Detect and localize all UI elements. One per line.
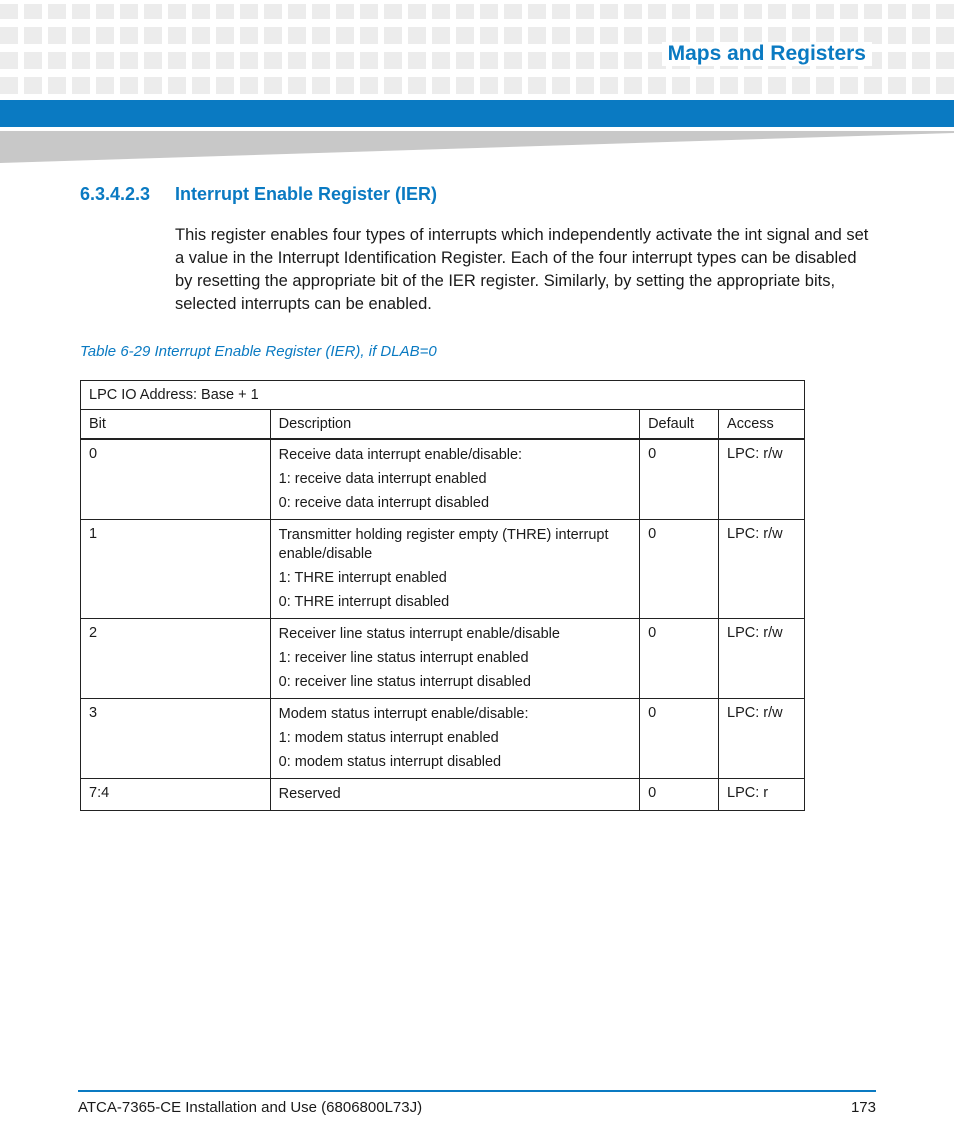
description-cell	[270, 619, 639, 699]
bit-cell: 1	[81, 520, 271, 619]
access-cell: LPC: r/w	[719, 520, 805, 619]
column-header-bit: Bit	[81, 410, 271, 440]
section-heading	[80, 184, 437, 205]
column-header-description: Description	[270, 410, 639, 440]
column-header-default: Default	[640, 410, 719, 440]
section-number: 6.3.4.2.3	[80, 184, 151, 204]
description-line: 0: modem status interrupt disabled	[278, 754, 502, 770]
body-paragraph: This register enables four types of interrupts which independently activate the int signal and set a value in the Interrupt Identification Register. Each of the four interrupt types can be disabled by resetting the appropriate bit of the IER register. Similarly, by setting the appropriate bits, selected interrupts can be enabled.	[175, 226, 869, 313]
access-cell: LPC: r/w	[719, 619, 805, 699]
table-row	[81, 779, 805, 811]
header-bar	[0, 100, 954, 127]
table-row	[81, 520, 805, 619]
bit-cell: 7:4	[81, 779, 271, 811]
description-line: 1: receive data interrupt enabled	[278, 471, 487, 487]
page-header-title: Maps and Registers	[662, 42, 872, 66]
access-cell: LPC: r	[719, 779, 805, 811]
table-row	[81, 619, 805, 699]
table-caption: Table 6-29 Interrupt Enable Register (IER), if DLAB=0	[80, 343, 437, 360]
description-line: Receive data interrupt enable/disable:	[278, 447, 523, 463]
bit-cell: 3	[81, 699, 271, 779]
description-line: Modem status interrupt enable/disable:	[278, 706, 529, 722]
address-cell: LPC IO Address: Base + 1	[81, 381, 805, 410]
default-cell: 0	[640, 699, 719, 779]
table-row	[81, 699, 805, 779]
default-cell: 0	[640, 520, 719, 619]
description-line: Transmitter holding register empty (THRE) interrupt enable/disable	[278, 527, 609, 562]
description-cell	[270, 520, 639, 619]
description-line: Receiver line status interrupt enable/disable	[278, 626, 560, 642]
description-cell	[270, 699, 639, 779]
default-cell: 0	[640, 619, 719, 699]
table-body	[81, 439, 805, 811]
description-line: 1: modem status interrupt enabled	[278, 730, 499, 746]
description-line: 0: receiver line status interrupt disabled	[278, 674, 531, 690]
bit-cell: 2	[81, 619, 271, 699]
description-line: 0: receive data interrupt disabled	[278, 495, 490, 511]
access-cell: LPC: r/w	[719, 439, 805, 520]
description-line: 0: THRE interrupt disabled	[278, 594, 450, 610]
description-line: 1: THRE interrupt enabled	[278, 570, 447, 586]
description-line: 1: receiver line status interrupt enabled	[278, 650, 529, 666]
bit-cell: 0	[81, 439, 271, 520]
description-cell	[270, 439, 639, 520]
header-wedge	[0, 131, 954, 163]
access-cell: LPC: r/w	[719, 699, 805, 779]
default-cell: 0	[640, 779, 719, 811]
footer-document-title: ATCA-7365-CE Installation and Use (6806800L73J)	[78, 1099, 423, 1116]
column-header-access: Access	[719, 410, 805, 440]
section-title: Interrupt Enable Register (IER)	[175, 184, 438, 204]
description-line: Reserved	[278, 786, 341, 802]
table-row	[81, 439, 805, 520]
register-table	[80, 380, 805, 811]
footer-rule	[78, 1090, 876, 1092]
description-cell	[270, 779, 639, 811]
default-cell: 0	[640, 439, 719, 520]
page-number: 173	[850, 1099, 876, 1116]
